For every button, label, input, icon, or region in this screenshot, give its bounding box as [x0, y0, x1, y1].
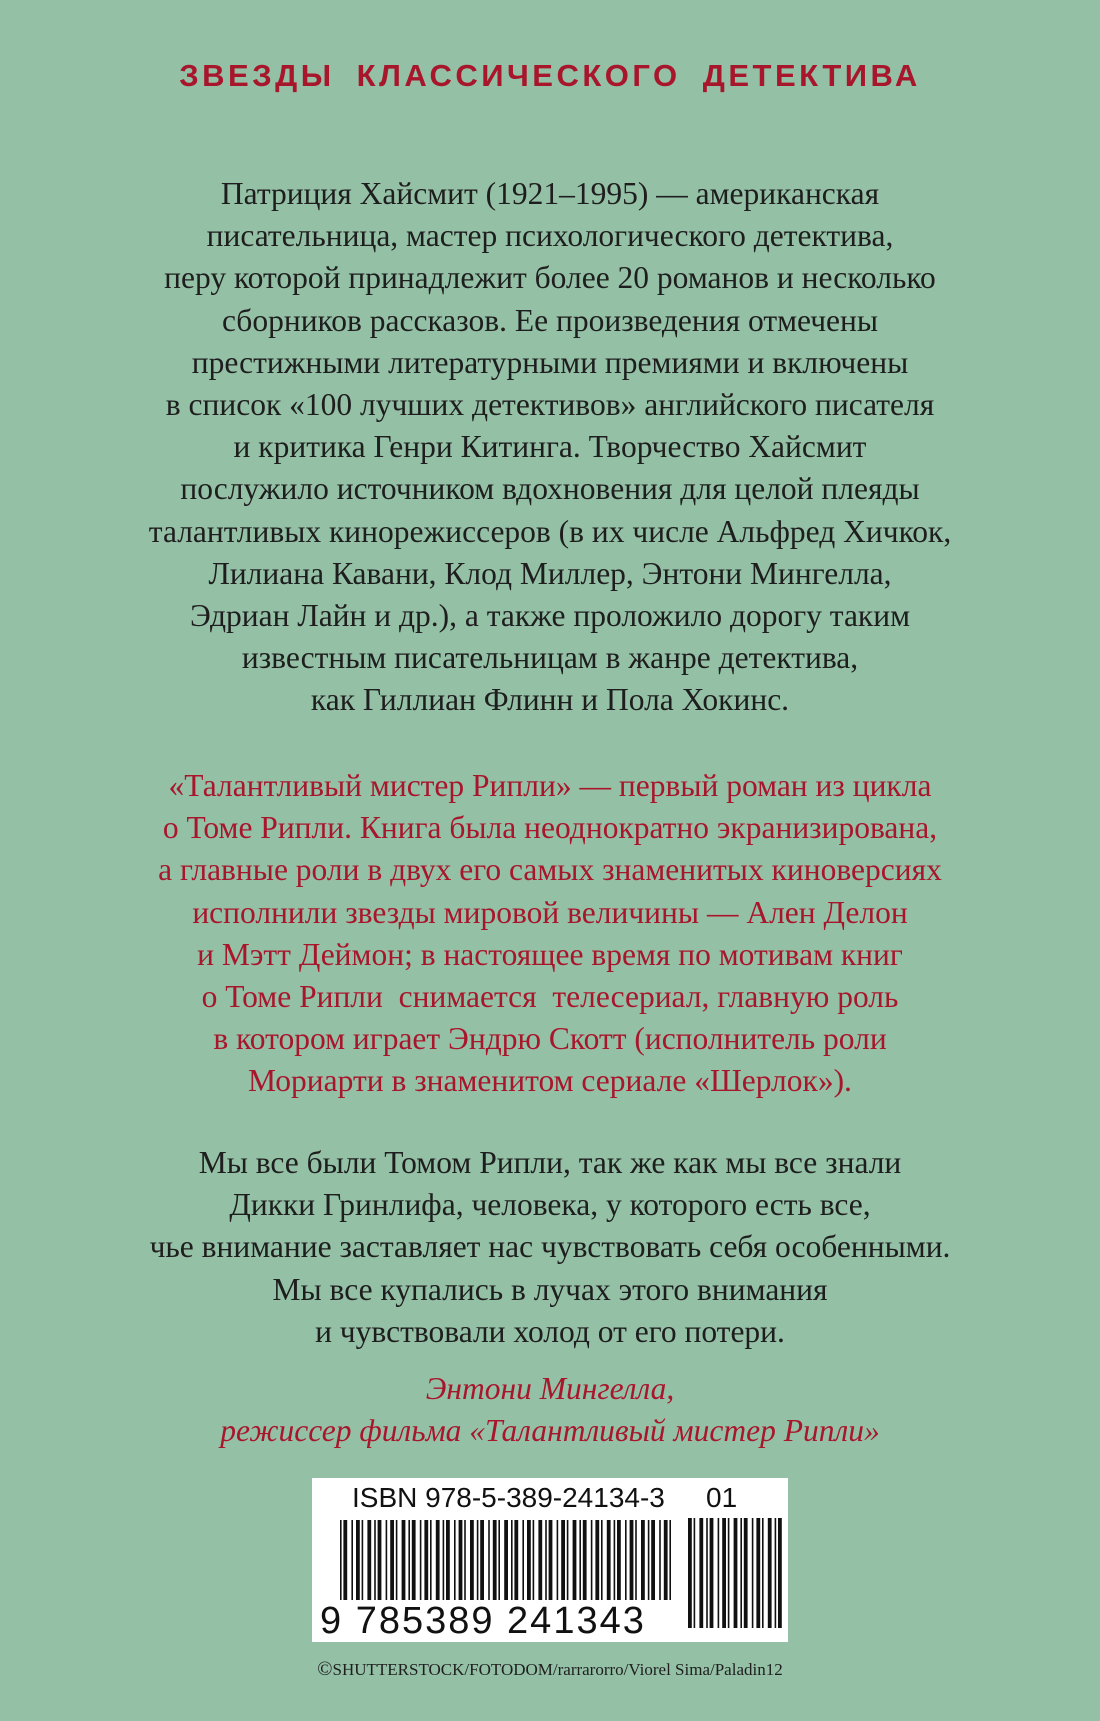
- author-line: талантливых кинорежиссеров (в их числе Альфред Хичкок,: [148, 513, 952, 549]
- attribution-role: режиссер фильма «Талантливый мистер Рипли»: [220, 1413, 880, 1448]
- quote-line: Дикки Гринлифа, человека, у которого есть все,: [229, 1187, 871, 1223]
- book-line: в котором играет Эндрю Скотт (исполнитель роли: [213, 1021, 887, 1057]
- author-line: и критика Генри Китинга. Творчество Хайсмит: [233, 429, 867, 465]
- quote-line: чье внимание заставляет нас чувствовать себя особенными.: [149, 1229, 951, 1265]
- quote-paragraph: [70, 1142, 1030, 1353]
- series-title: ЗВЕЗДЫ КЛАССИЧЕСКОГО ДЕТЕКТИВА: [179, 58, 921, 93]
- author-line: перу которой принадлежит более 20 романов и несколько: [164, 260, 936, 296]
- author-line: как Гиллиан Флинн и Пола Хокинс.: [310, 682, 790, 718]
- author-line: Патриция Хайсмит (1921–1995) — американская: [220, 176, 880, 211]
- isbn-addon: 01: [706, 1482, 738, 1513]
- quote-attribution: [70, 1368, 1030, 1452]
- author-line: сборников рассказов. Ее произведения отмечены: [221, 302, 879, 338]
- author-line: послужило источником вдохновения для целой плеяды: [180, 471, 920, 507]
- copyright-icon: ©: [317, 1658, 333, 1680]
- author-line: престижными литературными премиями и включены: [191, 344, 909, 380]
- barcode-digits: 9 785389 241343: [320, 1600, 646, 1642]
- quote-line: Мы все купались в лучах этого внимания: [272, 1271, 828, 1307]
- credit-text: SHUTTERSTOCK/FOTODOM/rarrarorro/Viorel Sima/Paladin12: [332, 1660, 783, 1679]
- isbn-barcode: [312, 1478, 788, 1642]
- author-line: известным писательницам в жанре детектива,: [241, 640, 859, 676]
- author-paragraph: [70, 173, 1030, 722]
- book-line: «Талантливый мистер Рипли» — первый роман из цикла: [168, 768, 932, 803]
- author-line: писательница, мастер психологического детектива,: [206, 218, 894, 254]
- book-line: и Мэтт Деймон; в настоящее время по мотивам книг: [197, 936, 903, 972]
- book-paragraph: [70, 765, 1030, 1103]
- book-line: о Томе Рипли снимается телесериал, главную роль: [201, 979, 899, 1015]
- author-line: в список «100 лучших детективов» английского писателя: [165, 387, 935, 423]
- attribution-name: Энтони Мингелла,: [425, 1371, 675, 1406]
- quote-line: и чувствовали холод от его потери.: [315, 1313, 785, 1349]
- book-line: а главные роли в двух его самых знаменитых киноверсиях: [158, 852, 942, 888]
- quote-line: Мы все были Томом Рипли, так же как мы все знали: [198, 1145, 902, 1180]
- photo-credit: [0, 1658, 1100, 1681]
- author-line: Эдриан Лайн и др.), а также проложило дорогу таким: [189, 598, 911, 634]
- isbn-label: ISBN 978-5-389-24134-3: [352, 1482, 665, 1513]
- book-line: Мориарти в знаменитом сериале «Шерлок»).: [248, 1063, 852, 1099]
- book-line: о Томе Рипли. Книга была неоднократно экранизирована,: [162, 810, 938, 846]
- author-line: Лилиана Кавани, Клод Миллер, Энтони Мингелла,: [208, 555, 892, 591]
- book-line: исполнили звезды мировой величины — Ален Делон: [192, 894, 908, 930]
